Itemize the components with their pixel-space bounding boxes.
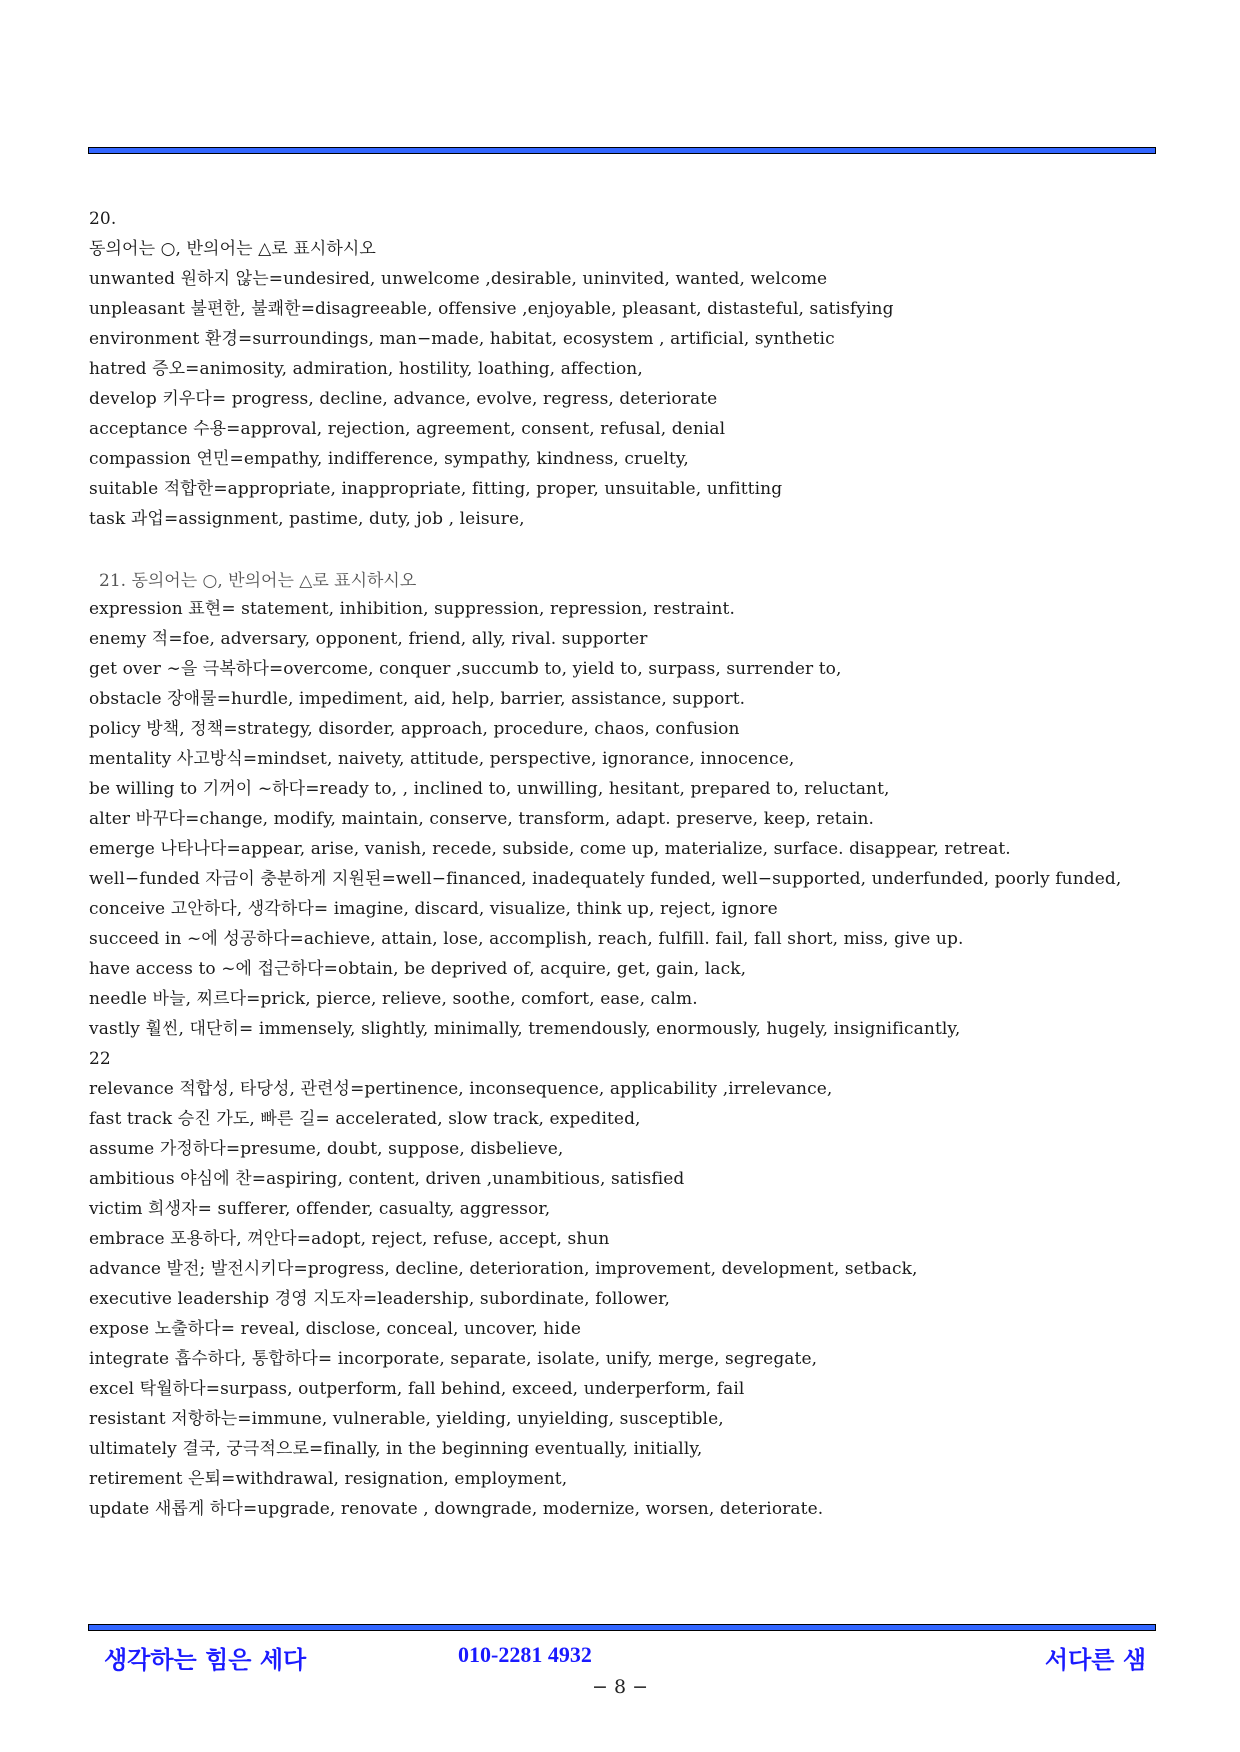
footer-slogan: 생각하는 힘은 세다 <box>104 1646 307 1674</box>
section-number: 22 <box>89 1049 111 1069</box>
vocab-line: succeed in ~에 성공하다=achieve, attain, lose, accomplish, reach, fulfill. fail, fall short, miss, give up. <box>89 929 964 949</box>
vocab-line: emerge 나타나다=appear, arise, vanish, recede, subside, come up, materialize, surface. disappear, retreat. <box>89 839 1011 859</box>
vocab-line: assume 가정하다=presume, doubt, suppose, disbelieve, <box>89 1139 564 1159</box>
vocab-line: acceptance 수용=approval, rejection, agreement, consent, refusal, denial <box>89 419 726 439</box>
vocab-line: embrace 포용하다, 껴안다=adopt, reject, refuse, accept, shun <box>89 1229 610 1249</box>
vocab-line: enemy 적=foe, adversary, opponent, friend, ally, rival. supporter <box>89 629 648 649</box>
vocab-line: suitable 적합한=appropriate, inappropriate, fitting, proper, unsuitable, unfitting <box>89 479 783 499</box>
vocab-line: vastly 훨씬, 대단히= immensely, slightly, minimally, tremendously, enormously, hugely, insignificantly, <box>89 1019 961 1039</box>
vocab-line: hatred 증오=animosity, admiration, hostility, loathing, affection, <box>89 359 643 379</box>
header-rule <box>88 147 1156 154</box>
vocab-line: executive leadership 경영 지도자=leadership, subordinate, follower, <box>89 1289 671 1309</box>
vocab-line: get over ∼을 극복하다=overcome, conquer ,succumb to, yield to, surpass, surrender to, <box>89 659 842 679</box>
vocab-line: expression 표현= statement, inhibition, suppression, repression, restraint. <box>89 599 735 619</box>
section-21 <box>89 568 1154 1044</box>
vocab-line: compassion 연민=empathy, indifference, sympathy, kindness, cruelty, <box>89 449 689 469</box>
vocab-line: have access to ~에 접근하다=obtain, be deprived of, acquire, get, gain, lack, <box>89 959 747 979</box>
page-number: − 8 − <box>591 1676 648 1698</box>
section-instruction: 동의어는 ○, 반의어는 △로 표시하시오 <box>89 239 376 259</box>
footer-phone: 010-2281 4932 <box>458 1642 592 1667</box>
vocab-line: policy 방책, 정책=strategy, disorder, approach, procedure, chaos, confusion <box>89 719 740 739</box>
vocab-line: well−funded 자금이 충분하게 지원된=well−financed, inadequately funded, well−supported, underfunded, poorly funded, <box>89 869 1122 889</box>
vocab-line: needle 바늘, 찌르다=prick, pierce, relieve, soothe, comfort, ease, calm. <box>89 989 698 1009</box>
vocab-line: fast track 승진 가도, 빠른 길= accelerated, slow track, expedited, <box>89 1109 641 1129</box>
section-20 <box>89 204 1154 534</box>
vocab-line: environment 환경=surroundings, man−made, habitat, ecosystem , artificial, synthetic <box>89 329 835 349</box>
vocab-line: relevance 적합성, 타당성, 관련성=pertinence, inconsequence, applicability ,irrelevance, <box>89 1079 833 1099</box>
vocab-line: ambitious 야심에 찬=aspiring, content, driven ,unambitious, satisfied <box>89 1169 685 1189</box>
vocab-line: unwanted 원하지 않는=undesired, unwelcome ,desirable, uninvited, wanted, welcome <box>89 269 828 289</box>
section-title: 21. 동의어는 ○, 반의어는 △로 표시하시오 <box>99 571 417 591</box>
vocab-line: ultimately 결국, 궁극적으로=finally, in the beginning eventually, initially, <box>89 1439 703 1459</box>
vocab-line: mentality 사고방식=mindset, naivety, attitude, perspective, ignorance, innocence, <box>89 749 795 769</box>
footer-author: 서다른 샘 <box>1044 1646 1146 1674</box>
vocab-line: update 새롭게 하다=upgrade, renovate , downgrade, modernize, worsen, deteriorate. <box>89 1499 824 1519</box>
vocab-line: retirement 은퇴=withdrawal, resignation, employment, <box>89 1469 568 1489</box>
vocab-line: advance 발전; 발전시키다=progress, decline, deterioration, improvement, development, setback, <box>89 1259 918 1279</box>
vocab-line: integrate 흡수하다, 통합하다= incorporate, separate, isolate, unify, merge, segregate, <box>89 1349 818 1369</box>
footer-rule <box>88 1624 1156 1631</box>
vocab-line: resistant 저항하는=immune, vulnerable, yielding, unyielding, susceptible, <box>89 1409 724 1429</box>
vocab-line: victim 희생자= sufferer, offender, casualty, aggressor, <box>89 1199 551 1219</box>
vocab-line: conceive 고안하다, 생각하다= imagine, discard, visualize, think up, reject, ignore <box>89 899 778 919</box>
vocab-line: expose 노출하다= reveal, disclose, conceal, uncover, hide <box>89 1319 582 1339</box>
vocab-line: task 과업=assignment, pastime, duty, job , leisure, <box>89 509 525 529</box>
vocab-line: obstacle 장애물=hurdle, impediment, aid, help, barrier, assistance, support. <box>89 689 746 709</box>
page-content <box>89 204 1154 1524</box>
vocab-line: alter 바꾸다=change, modify, maintain, conserve, transform, adapt. preserve, keep, retain. <box>89 809 875 829</box>
vocab-line: develop 키우다= progress, decline, advance, evolve, regress, deteriorate <box>89 389 718 409</box>
section-22 <box>89 1044 1154 1524</box>
vocab-line: excel 탁월하다=surpass, outperform, fall behind, exceed, underperform, fail <box>89 1379 745 1399</box>
section-number: 20. <box>89 209 117 229</box>
vocab-line: unpleasant 불편한, 불쾌한=disagreeable, offensive ,enjoyable, pleasant, distasteful, satisfying <box>89 299 894 319</box>
vocab-line: be willing to 기꺼이 ~하다=ready to, , inclined to, unwilling, hesitant, prepared to, reluctant, <box>89 779 890 799</box>
